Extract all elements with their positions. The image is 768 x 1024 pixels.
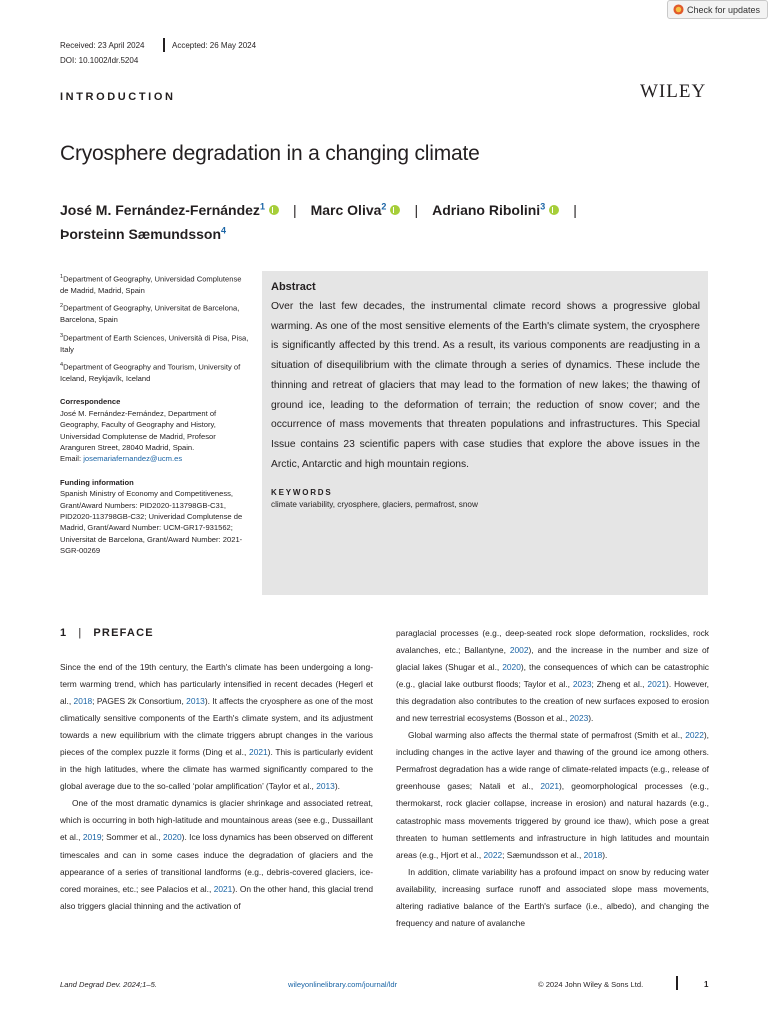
citation-link[interactable]: 2013 bbox=[316, 781, 335, 792]
author[interactable]: Þorsteinn Sæmundsson$^4$ bbox=[60, 225, 227, 242]
paragraph: Since the end of the 19th century, the Earth's climate has been undergoing a long-term warming trend, which has particularly intensified in recent decades (Hegerl et al., 2018; PAGES 2k Consortium, 2013). It affects the cryosphere as one of the most climatically sensitive components of the Earth's climate system, and its adjustment towards a new equilibrium with the climate triggers abrupt changes in the various pieces of the complex puzzle it forms (Ding et al., 2021). This is particularly evident in the high latitudes, where the climate has warmed significantly compared to the global average due to the so-called ‘polar amplification’ (Taylor et al., 2013). bbox=[60, 662, 374, 792]
citation-link[interactable]: 2018 bbox=[73, 696, 93, 707]
affiliation: $^4$Department of Geography and Tourism, University of Iceland, Reykjavík, Iceland bbox=[60, 362, 241, 383]
affiliations bbox=[60, 272, 250, 557]
author-list: José M. Fernández-Fernández$^1$ | Marc Oliva$^2$ | Adriano Ribolini$^3$ | Þorsteinn Sæmundsson$^4$ bbox=[60, 201, 577, 242]
paragraph: paraglacial processes (e.g., deep-seated rock slope deformation, rockslides, rock avalanches, etc.; Ballantyne, 2002), and the increase in the number and size of glacial lakes (Shugar et al., 2020), the consequences of which can be catastrophic (e.g., glacial lake outburst floods; Taylor et al., 2023; Zheng et al., 2021). However, this degradation also contributes to the creation of new surfaces exposed to erosion and new terrestrial ecosystems (Bosson et al., 2023). bbox=[396, 628, 709, 724]
footer-divider bbox=[676, 976, 678, 990]
citation-link[interactable]: 2018 bbox=[583, 849, 603, 860]
affiliation: $^1$Department of Geography, Universidad Complutense de Madrid, Madrid, Spain bbox=[60, 274, 242, 295]
citation-link[interactable]: 2022 bbox=[685, 730, 704, 741]
section-heading: 1 | PREFACE bbox=[60, 627, 154, 639]
citation-link[interactable]: 2023 bbox=[572, 679, 592, 690]
abstract-text: Over the last few decades, the instrumental climate record shows a progressive global warming. As one of the most sensitive elements of the Earth's climate system, the cryosphere is significantly affected by this trend. As a result, its various components are readjusting in a situation of disequilibrium with the climate through a series of dynamics. These include the thinning and retreat of glaciers that may lead to the formation of new lakes; the thawing of ground ice, leading to the deformation of terrain; the reduction of snow cover; and the occurrence of mass movements that threaten populations and infrastructures. This Special Issue contains 23 scientific papers with case studies that explore the above issues in the Arctic, Antarctic and high mountain regions. bbox=[271, 301, 700, 470]
author[interactable]: Adriano Ribolini$^3$ bbox=[432, 202, 559, 218]
publisher-logo: WILEY bbox=[640, 81, 707, 102]
copyright: © 2024 John Wiley & Sons Ltd. bbox=[538, 980, 644, 989]
check-for-updates-button[interactable] bbox=[667, 0, 768, 19]
orcid-icon[interactable] bbox=[269, 205, 279, 215]
check-updates-icon bbox=[673, 4, 684, 15]
article-type: INTRODUCTION bbox=[60, 91, 176, 103]
affiliation: $^3$Department of Earth Sciences, Università di Pisa, Pisa, Italy bbox=[60, 332, 249, 354]
accepted-date: Accepted: 26 May 2024 bbox=[172, 41, 257, 50]
check-updates-label: Check for updates bbox=[687, 4, 761, 15]
paragraph: Global warming also affects the thermal state of permafrost (Smith et al., 2022), including changes in the active layer and thawing of the ground ice among others. Permafrost degradation has a wide range of climate-related impacts (e.g., release of greenhouse gases; Natali et al., 2021), geomorphological processes (e.g., thermokarst, rock glacier collapse, increase in erosion) and natural hazards (e.g., catastrophic mass movements triggered by ground ice thaw), which pose a great threaten to human settlements and infrastructure in high latitudes and mountain areas (e.g., Hjort et al., 2022; Sæmundsson et al., 2018). bbox=[396, 730, 710, 860]
paragraph: In addition, climate variability has a profound impact on snow by reducing water availability, increasing surface runoff and associated slope mass movements, altering radiative balance of the Earth's surface (i.e., albedo), and changing the frequency and nature of avalanche bbox=[396, 866, 709, 928]
orcid-icon[interactable] bbox=[549, 205, 559, 215]
orcid-icon[interactable] bbox=[390, 205, 400, 215]
correspondence-email-link[interactable]: josemariafernandez@ucm.es bbox=[83, 454, 183, 464]
citation-link[interactable]: 2019 bbox=[82, 832, 102, 843]
received-date: Received: 23 April 2024 bbox=[60, 41, 145, 50]
citation-link[interactable]: 2013 bbox=[186, 696, 205, 707]
keywords-heading: KEYWORDS bbox=[271, 488, 333, 498]
abstract-heading: Abstract bbox=[271, 281, 316, 293]
body-column-right bbox=[396, 625, 709, 932]
funding-text: Spanish Ministry of Economy and Competitiveness, Grant/Award Numbers: PID2020-113798GB-C31, PID2020-113798GB-C32; Univeridad Complutense de Madrid, Grant/Award Number: UCM-GR17-931562; Universitat de Barcelona, Grant/Award Number: 2021-SGR-00269 bbox=[60, 489, 243, 556]
citation-link[interactable]: 2021 bbox=[540, 781, 559, 792]
article-title: Cryosphere degradation in a changing climate bbox=[60, 142, 480, 165]
citation-link[interactable]: 2020 bbox=[163, 832, 182, 843]
citation-link[interactable]: 2022 bbox=[483, 849, 503, 860]
author[interactable]: José M. Fernández-Fernández$^1$ bbox=[60, 202, 279, 218]
header-divider bbox=[163, 38, 165, 52]
paragraph: One of the most dramatic dynamics is glacier shrinkage and associated retreat, which is occurring in both high-latitude and mountainous areas (see e.g., Dussaillant et al., 2019; Sommer et al., 2020). Ice loss dynamics has been observed on different timescales and can in some cases induce the degradation of glaciers and the appearance of a series of transitional landforms (e.g., debris-covered glaciers, ice-cored moraines, etc.; see Palacios et al., 2021). On the other hand, this glacial trend also triggers glacial thinning and the activation of bbox=[60, 798, 373, 911]
citation-link[interactable]: 2020 bbox=[502, 662, 521, 673]
citation-link[interactable]: 2002 bbox=[509, 645, 529, 656]
funding-heading: Funding information bbox=[60, 477, 134, 487]
page-number: 1 bbox=[704, 980, 709, 989]
journal-url-link[interactable]: wileyonlinelibrary.com/journal/ldr bbox=[288, 980, 398, 989]
citation-link[interactable]: 2023 bbox=[569, 713, 589, 724]
journal-citation: Land Degrad Dev. 2024;1–5. bbox=[60, 980, 157, 989]
correspondence-text: José M. Fernández-Fernández, Department of Geography, Faculty of Geography and History, Universidad Complutense de Madrid, Profesor Aranguren Street, 28040 Madrid, Spain. Email: josemariafernandez@ucm.es bbox=[60, 408, 217, 464]
affiliation: $^2$Department of Geography, Universitat de Barcelona, Barcelona, Spain bbox=[60, 303, 240, 325]
citation-link[interactable]: 2021 bbox=[213, 883, 233, 894]
citation-link[interactable]: 2021 bbox=[647, 679, 667, 690]
abstract-box bbox=[262, 271, 708, 595]
correspondence-heading: Correspondence bbox=[60, 397, 121, 407]
doi: DOI: 10.1002/ldr.5204 bbox=[60, 56, 139, 65]
body-column-left bbox=[60, 659, 373, 915]
citation-link[interactable]: 2021 bbox=[249, 747, 268, 758]
author[interactable]: Marc Oliva$^2$ bbox=[311, 202, 401, 218]
keywords: climate variability, cryosphere, glaciers, permafrost, snow bbox=[271, 500, 478, 510]
